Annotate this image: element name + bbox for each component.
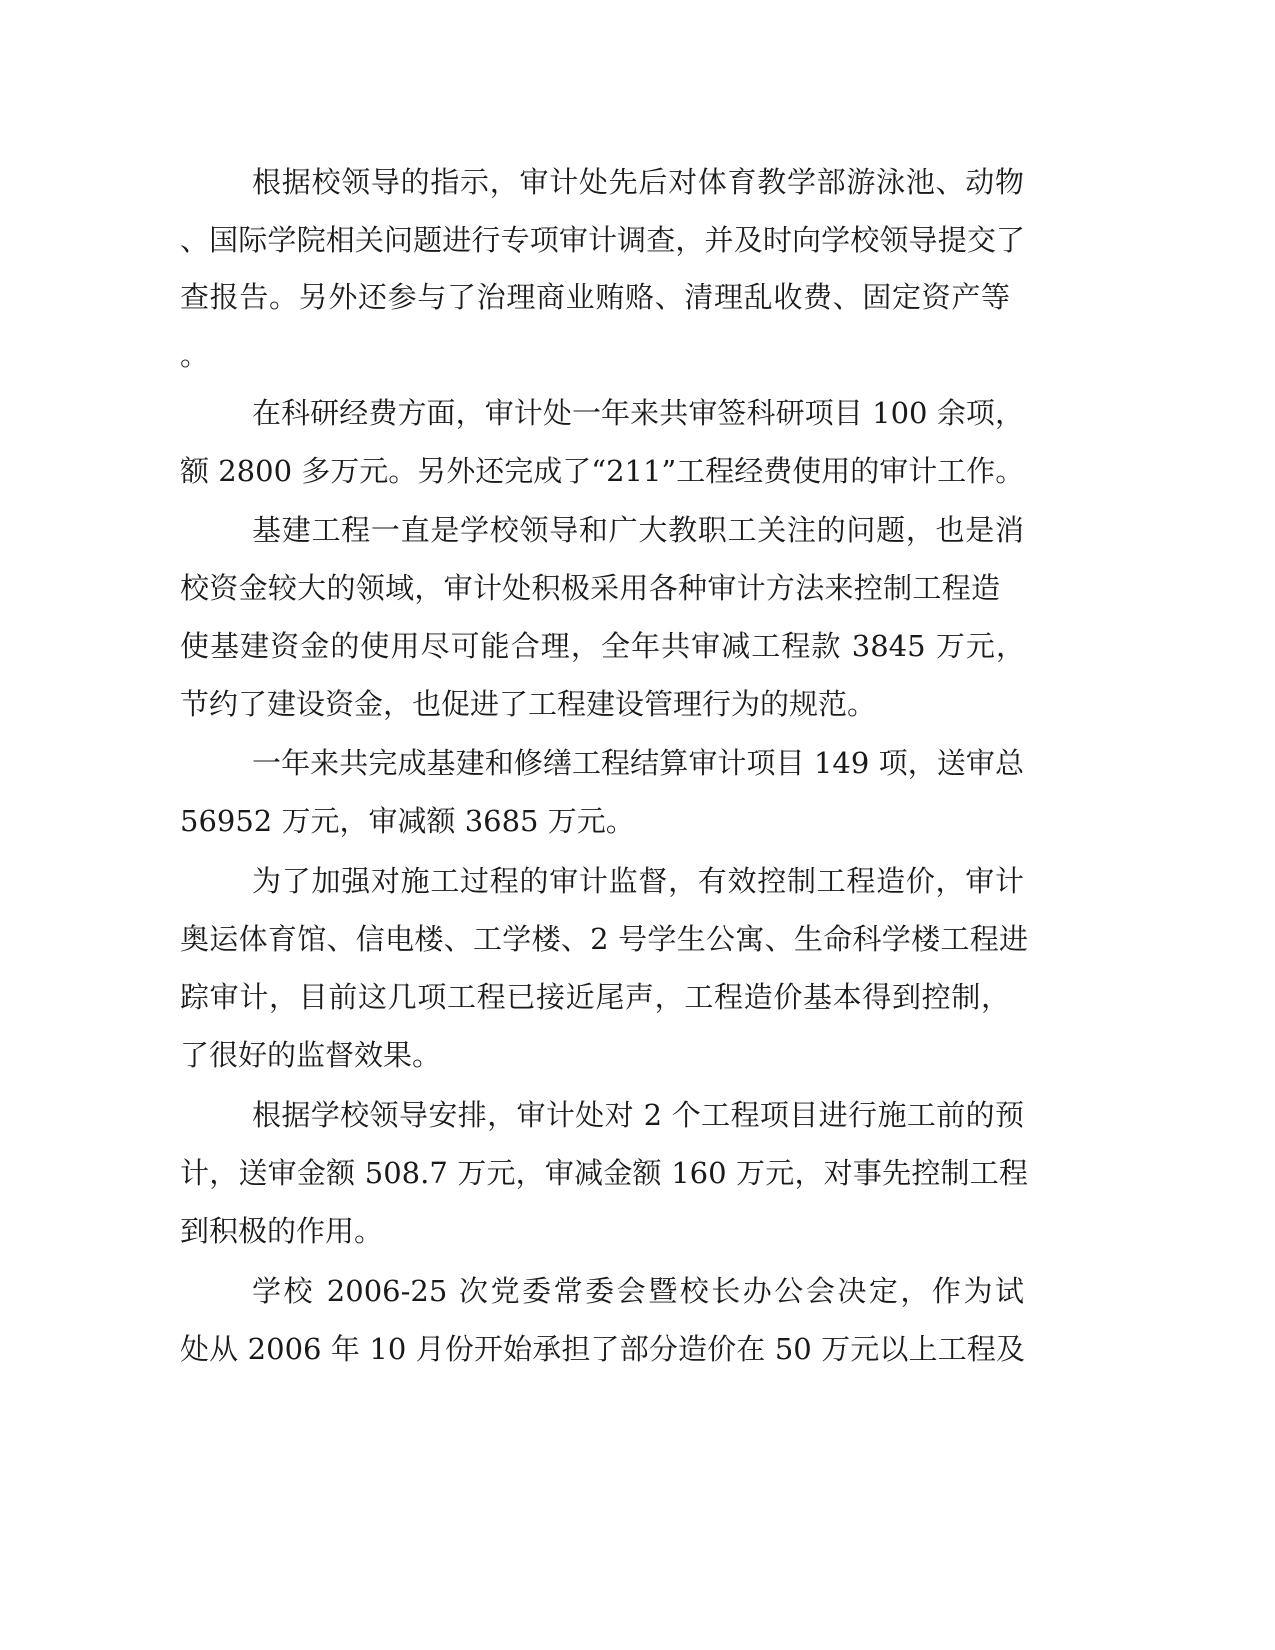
paragraph-5-line-2: 奥运体育馆、信电楼、工学楼、2 号学生公寓、生命科学楼工程进 <box>180 922 1028 956</box>
paragraph-1-line-2: 、国际学院相关问题进行专项审计调查，并及时向学校领导提交了 <box>180 223 1025 257</box>
paragraph-6-line-2: 计，送审金额 508.7 万元，审减金额 160 万元，对事先控制工程 <box>180 1156 1028 1190</box>
paragraph-6-line-1: 根据学校领导安排，审计处对 2 个工程项目进行施工前的预 <box>252 1098 1024 1132</box>
paragraph-6-line-3: 到积极的作用。 <box>180 1214 384 1248</box>
paragraph-1-line-1: 根据校领导的指示，审计处先后对体育教学部游泳池、动物 <box>252 165 1024 199</box>
paragraph-2-line-1: 在科研经费方面，审计处一年来共审签科研项目 100 余项， <box>252 396 1024 430</box>
paragraph-4-line-2: 56952 万元，审减额 3685 万元。 <box>180 804 635 838</box>
paragraph-7-line-1: 学校 2006-25 次党委常委会暨校长办公会决定，作为试 <box>252 1274 1024 1308</box>
paragraph-5-line-4: 了很好的监督效果。 <box>180 1038 442 1072</box>
paragraph-3-line-2: 校资金较大的领域，审计处积极采用各种审计方法来控制工程造 <box>180 571 1000 605</box>
paragraph-5-line-1: 为了加强对施工过程的审计监督，有效控制工程造价，审计 <box>252 864 1024 898</box>
paragraph-5-line-3: 踪审计，目前这几项工程已接近尾声，工程造价基本得到控制， <box>180 980 1010 1014</box>
paragraph-1-line-3: 查报告。另外还参与了治理商业贿赂、清理乱收费、固定资产等 <box>180 280 1010 314</box>
paragraph-2-line-2: 额 2800 多万元。另外还完成了“211”工程经费使用的审计工作。 <box>180 454 1025 488</box>
paragraph-3-line-4: 节约了建设资金，也促进了工程建设管理行为的规范。 <box>180 687 877 721</box>
paragraph-3-line-1: 基建工程一直是学校领导和广大教职工关注的问题，也是消 <box>252 513 1024 547</box>
paragraph-3-line-3: 使基建资金的使用尽可能合理，全年共审减工程款 3845 万元， <box>180 629 1025 663</box>
paragraph-4-line-1: 一年来共完成基建和修缮工程结算审计项目 149 项，送审总 <box>252 746 1024 780</box>
paragraph-1-line-4: 。 <box>180 338 210 372</box>
paragraph-7-line-2: 处从 2006 年 10 月份开始承担了部分造价在 50 万元以上工程及 <box>180 1332 1025 1366</box>
